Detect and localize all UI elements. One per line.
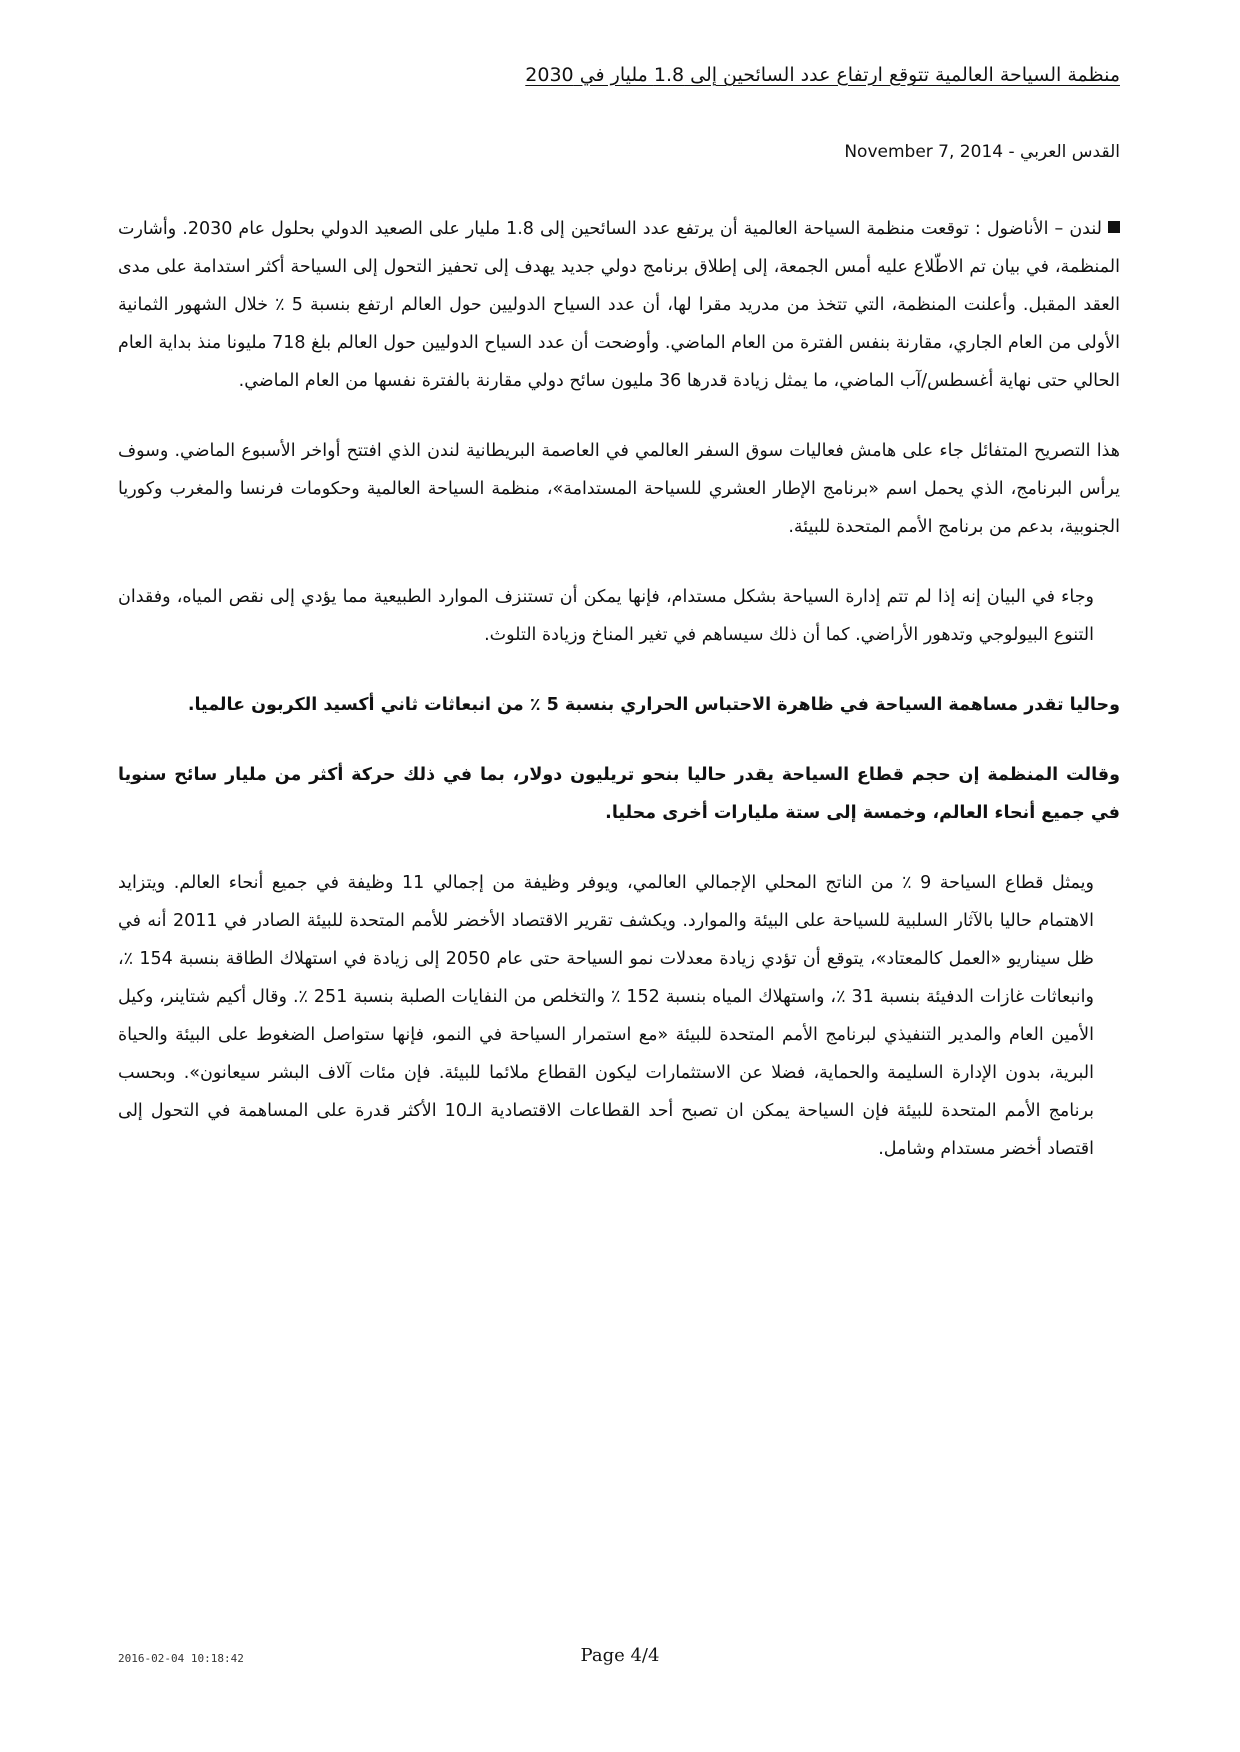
- paragraph-2: هذا التصريح المتفائل جاء على هامش فعاليات سوق السفر العالمي في العاصمة البريطانية لندن الذي افتتح أواخر الأسبوع الماضي. وسوف يرأس البرنامج، الذي يحمل اسم «برنامج الإطار العشري للسياحة المستدامة»، منظمة السياحة العالمية وحكومات فرنسا والمغرب وكوريا الجنوبية، بدعم من برنامج الأمم المتحدة للبيئة.: [118, 441, 1120, 537]
- paragraph-6: ويمثل قطاع السياحة 9 ٪ من الناتج المحلي الإجمالي العالمي، ويوفر وظيفة من إجمالي 11 وظيفة في جميع أنحاء العالم. ويتزايد الاهتمام حاليا بالآثار السلبية للسياحة على البيئة والموارد. ويكشف تقرير الاقتصاد الأخضر للأمم المتحدة للبيئة الصادر في 2011 أنه في ظل سيناريو «العمل كالمعتاد»، يتوقع أن تؤدي زيادة معدلات نمو السياحة حتى عام 2050 إلى زيادة في استهلاك الطاقة بنسبة 154 ٪، وانبعاثات غازات الدفيئة بنسبة 31 ٪، واستهلاك المياه بنسبة 152 ٪ والتخلص من النفايات الصلبة بنسبة 251 ٪. وقال أكيم شتاينر، وكيل الأمين العام والمدير التنفيذي لبرنامج الأمم المتحدة للبيئة «مع استمرار السياحة في النمو، فإنها ستواصل الضغوط على البيئة والحياة البرية، بدون الإدارة السليمة والحماية، فضلا عن الاستثمارات ليكون القطاع ملائما للبيئة. فإن مئات آلاف البشر سيعانون». وبحسب برنامج الأمم المتحدة للبيئة فإن السياحة يمكن ان تصبح أحد القطاعات الاقتصادية الـ10 الأكثر قدرة على المساهمة في التحول إلى اقتصاد أخضر مستدام وشامل.: [118, 873, 1094, 1159]
- bullet-square-icon: [1108, 221, 1120, 233]
- article-byline: القدس العربي - November 7, 2014: [844, 142, 1120, 162]
- paragraph-1: [118, 210, 1120, 400]
- article-title: منظمة السياحة العالمية تتوقع ارتفاع عدد السائحين إلى 1.8 مليار في 2030: [525, 64, 1120, 86]
- paragraph-1-text: لندن – الأناضول : توقعت منظمة السياحة العالمية أن يرتفع عدد السائحين إلى 1.8 مليار على الصعيد الدولي بحلول عام 2030. وأشارت المنظمة، في بيان تم الاطّلاع عليه أمس الجمعة، إلى إطلاق برنامج دولي جديد يهدف إلى تحفيز التحول إلى السياحة أكثر استدامة على مدى العقد المقبل. وأعلنت المنظمة، التي تتخذ من مدريد مقرا لها، أن عدد السياح الدوليين حول العالم ارتفع بنسبة 5 ٪ خلال الشهور الثمانية الأولى من العام الجاري، مقارنة بنفس الفترة من العام الماضي. وأوضحت أن عدد السياح الدوليين حول العالم بلغ 718 مليونا منذ بداية العام الحالي حتى نهاية أغسطس/آب الماضي، ما يمثل زيادة قدرها 36 مليون سائح دولي مقارنة بالفترة نفسها من العام الماضي.: [118, 219, 1120, 391]
- page-number: Page 4/4: [580, 1645, 660, 1666]
- paragraph-3: وجاء في البيان إنه إذا لم تتم إدارة السياحة بشكل مستدام، فإنها يمكن أن تستنزف الموارد الطبيعية مما يؤدي إلى نقص المياه، وفقدان التنوع البيولوجي وتدهور الأراضي. كما أن ذلك سيساهم في تغير المناخ وزيادة التلوث.: [118, 587, 1094, 645]
- article-body: [118, 210, 1120, 1200]
- paragraph-5: وقالت المنظمة إن حجم قطاع السياحة يقدر حاليا بنحو تريليون دولار، بما في ذلك حركة أكثر من مليار سائح سنويا في جميع أنحاء العالم، وخمسة إلى ستة مليارات أخرى محليا.: [118, 765, 1120, 823]
- paragraph-4: وحاليا تقدر مساهمة السياحة في ظاهرة الاحتباس الحراري بنسبة 5 ٪ من انبعاثات ثاني أكسيد الكربون عالميا.: [187, 695, 1120, 715]
- print-timestamp: 2016-02-04 10:18:42: [118, 1652, 244, 1665]
